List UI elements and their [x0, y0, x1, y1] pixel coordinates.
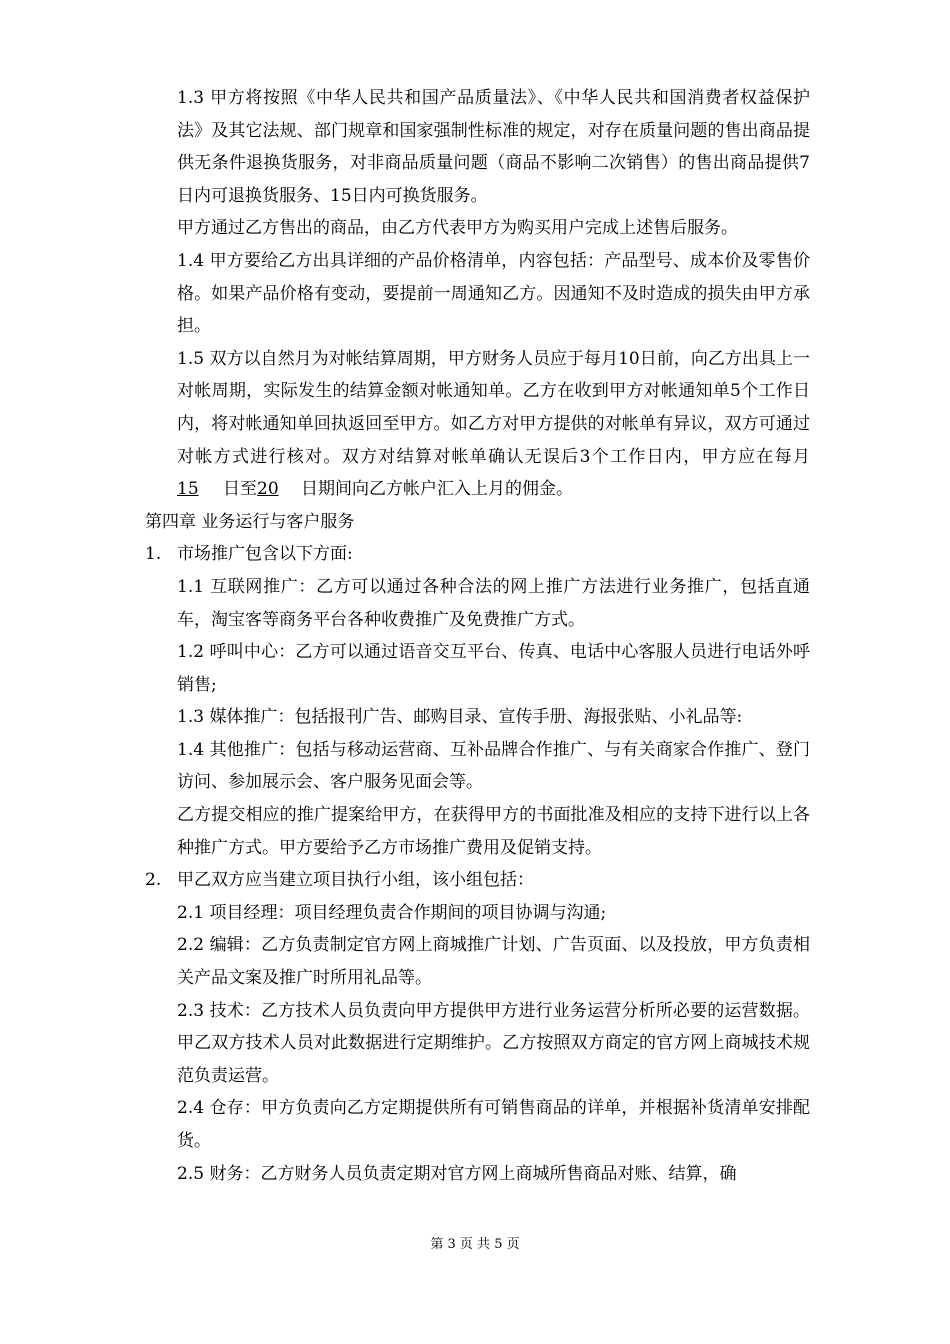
- item-1-heading: [145, 538, 810, 571]
- chapter-4-title: 第四章 业务运行与客户服务: [145, 511, 355, 532]
- item-2-heading: [145, 864, 810, 897]
- clause-1-5-text-before: 1.5 双方以自然月为对帐结算周期，甲方财务人员应于每月10日前，向乙方出具上一对帐周期，实际发生的结算金额对帐通知单。乙方在收到甲方对帐通知单5个工作日内，将对帐通知单回执返回至甲方。如乙方对甲方提供的对帐单有异议，双方可通过对帐方式进行核对。双方对结算对帐单确认无误后3个工作日内，甲方应在每月: [177, 348, 810, 467]
- item-1-number: 1.: [145, 544, 162, 565]
- clause-item-2-1: 2.1 项目经理：项目经理负责合作期间的项目协调与沟通;: [177, 902, 607, 923]
- item-1-title: 市场推广包含以下方面:: [177, 544, 353, 565]
- clause-1-5-day-start: 15: [177, 479, 199, 500]
- item-2-title: 甲乙双方应当建立项目执行小组，该小组包括：: [177, 870, 534, 891]
- clause-item-1-4: 1.4 其他推广：包括与移动运营商、互补品牌合作推广、与有关商家合作推广、登门访问、参加展示会、客户服务见面会等。: [177, 739, 810, 793]
- clause-item-2-4: 2.4 仓存：甲方负责向乙方定期提供所有可销售商品的详单，并根据补货清单安排配货。: [177, 1098, 810, 1151]
- clause-1-5: [145, 343, 810, 506]
- document-body: [145, 82, 810, 1190]
- clause-1-5-text-mid: 日至: [223, 479, 257, 500]
- clause-item-2-2: 2.2 编辑：乙方负责制定官方网上商城推广计划、广告页面、以及投放，甲方负责相关产品文案及推广时所用礼品等。: [177, 935, 810, 989]
- page-footer: 第 3 页 共 5 页: [430, 1237, 520, 1252]
- clause-item-2-5: 2.5 财务：乙方财务人员负责定期对官方网上商城所售商品对账、结算，确: [177, 1163, 737, 1184]
- clause-1-5-text-after: 日期间向乙方帐户汇入上月的佣金。: [301, 479, 573, 500]
- clause-item-1-note: 乙方提交相应的推广提案给甲方，在获得甲方的书面批准及相应的支持下进行以上各种推广方式。甲方要给予乙方市场推广费用及促销支持。: [177, 805, 810, 858]
- clause-item-1-2: 1.2 呼叫中心：乙方可以通过语音交互平台、传真、电话中心客服人员进行电话外呼销售;: [177, 642, 810, 695]
- clause-1-3-extra: 甲方通过乙方售出的商品，由乙方代表甲方为购买用户完成上述售后服务。: [177, 218, 738, 239]
- clause-1-5-day-end: 20: [257, 479, 279, 500]
- item-2-number: 2.: [145, 870, 162, 891]
- clause-item-1-1: 1.1 互联网推广：乙方可以通过各种合法的网上推广方法进行业务推广，包括直通车，淘宝客等商务平台各种收费推广及免费推广方式。: [177, 576, 810, 630]
- clause-item-2-3: 2.3 技术：乙方技术人员负责向甲方提供甲方进行业务运营分析所必要的运营数据。甲乙双方技术人员对此数据进行定期维护。乙方按照双方商定的官方网上商城技术规范负责运营。: [177, 1000, 810, 1086]
- clause-1-4: 1.4 甲方要给乙方出具详细的产品价格清单，内容包括：产品型号、成本价及零售价格。如果产品价格有变动，要提前一周通知乙方。因通知不及时造成的损失由甲方承担。: [177, 250, 810, 337]
- clause-item-1-3: 1.3 媒体推广：包括报刊广告、邮购目录、宣传手册、海报张贴、小礼品等:: [177, 707, 743, 728]
- clause-1-3: 1.3 甲方将按照《中华人民共和国产品质量法》、《中华人民共和国消费者权益保护法》及其它法规、部门规章和国家强制性标准的规定，对存在质量问题的售出商品提供无条件退换货服务，对非商品质量问题（商品不影响二次销售）的售出商品提供7日内可退换货服务、15日内可换货服务。: [177, 88, 810, 206]
